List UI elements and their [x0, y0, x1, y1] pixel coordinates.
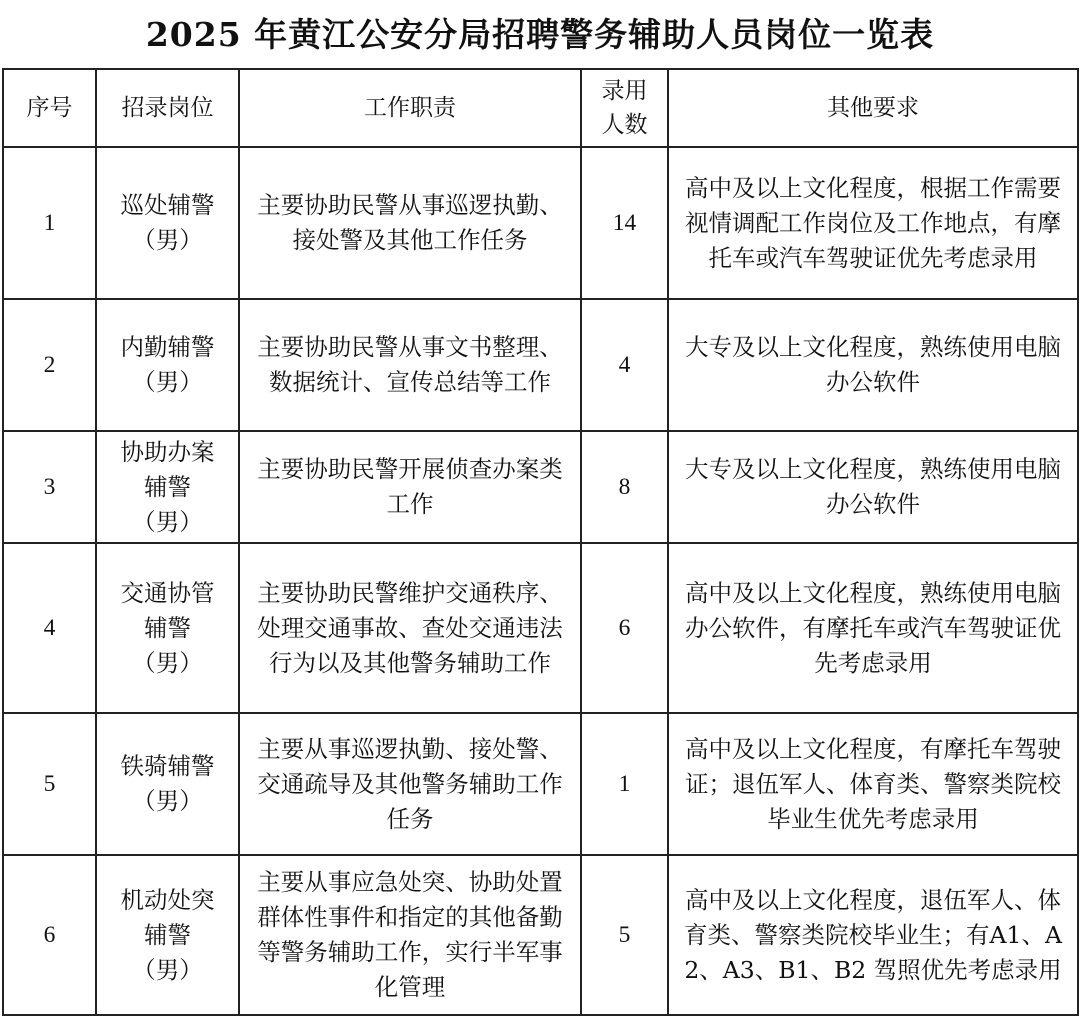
recruitment-table [2, 68, 1079, 1016]
cell-position [96, 299, 239, 431]
cell-duties: 主要从事应急处突、协助处置群体性事件和指定的其他备勤等警务辅助工作，实行半军事化管理 [239, 855, 581, 1015]
table-row [3, 713, 1078, 855]
position-line: 机动处突 [120, 885, 215, 914]
cell-duties: 主要从事巡逻执勤、接处警、交通疏导及其他警务辅助工作任务 [239, 713, 581, 855]
cell-requirements: 高中及以上文化程度，有摩托车驾驶证；退伍军人、体育类、警察类院校毕业生优先考虑录用 [668, 713, 1078, 855]
cell-position [96, 855, 239, 1015]
position-line: （男） [132, 507, 203, 536]
cell-count: 14 [581, 147, 668, 299]
header-count-line1: 录用 [601, 78, 648, 104]
cell-position [96, 431, 239, 543]
position-line: 辅警 [144, 920, 191, 949]
page-title: 2025 年黄江公安分局招聘警务辅助人员岗位一览表 [145, 15, 935, 54]
header-position: 招录岗位 [96, 69, 239, 147]
cell-position [96, 713, 239, 855]
header-count-line2: 人数 [601, 112, 648, 138]
cell-requirements: 高中及以上文化程度，退伍军人、体育类、警察类院校毕业生；有A1、A2、A3、B1、B2 驾照优先考虑录用 [668, 855, 1078, 1015]
cell-index: 4 [3, 543, 96, 713]
position-line: 辅警 [144, 613, 191, 642]
cell-count: 4 [581, 299, 668, 431]
position-line: 协助办案 [120, 437, 215, 466]
table-row [3, 543, 1078, 713]
cell-index: 3 [3, 431, 96, 543]
cell-count: 5 [581, 855, 668, 1015]
cell-requirements: 高中及以上文化程度，熟练使用电脑办公软件，有摩托车或汽车驾驶证优先考虑录用 [668, 543, 1078, 713]
cell-index: 6 [3, 855, 96, 1015]
table-row [3, 147, 1078, 299]
cell-duties: 主要协助民警开展侦查办案类工作 [239, 431, 581, 543]
header-count [581, 69, 668, 147]
header-index: 序号 [3, 69, 96, 147]
cell-position [96, 147, 239, 299]
position-line: 内勤辅警 [120, 333, 215, 361]
cell-requirements: 大专及以上文化程度，熟练使用电脑办公软件 [668, 299, 1078, 431]
cell-requirements: 大专及以上文化程度，熟练使用电脑办公软件 [668, 431, 1078, 543]
cell-count: 1 [581, 713, 668, 855]
table-row [3, 855, 1078, 1015]
position-line: （男） [132, 648, 203, 677]
cell-index: 1 [3, 147, 96, 299]
position-line: （男） [132, 368, 203, 396]
cell-count: 8 [581, 431, 668, 543]
header-duties: 工作职责 [239, 69, 581, 147]
cell-duties: 主要协助民警从事巡逻执勤、接处警及其他工作任务 [239, 147, 581, 299]
position-line: 巡处辅警 [120, 191, 215, 219]
cell-position [96, 543, 239, 713]
table-row [3, 431, 1078, 543]
cell-index: 5 [3, 713, 96, 855]
table-row [3, 299, 1078, 431]
cell-duties: 主要协助民警维护交通秩序、处理交通事故、查处交通违法行为以及其他警务辅助工作 [239, 543, 581, 713]
cell-count: 6 [581, 543, 668, 713]
position-line: （男） [132, 226, 203, 254]
cell-index: 2 [3, 299, 96, 431]
position-line: 铁骑辅警 [120, 752, 215, 780]
position-line: （男） [132, 955, 203, 984]
table-header-row [3, 69, 1078, 147]
header-requirements: 其他要求 [668, 69, 1078, 147]
position-line: 交通协管 [120, 578, 215, 607]
position-line: （男） [132, 787, 203, 815]
position-line: 辅警 [144, 472, 191, 501]
cell-requirements: 高中及以上文化程度，根据工作需要视情调配工作岗位及工作地点，有摩托车或汽车驾驶证优先考虑录用 [668, 147, 1078, 299]
cell-duties: 主要协助民警从事文书整理、数据统计、宣传总结等工作 [239, 299, 581, 431]
